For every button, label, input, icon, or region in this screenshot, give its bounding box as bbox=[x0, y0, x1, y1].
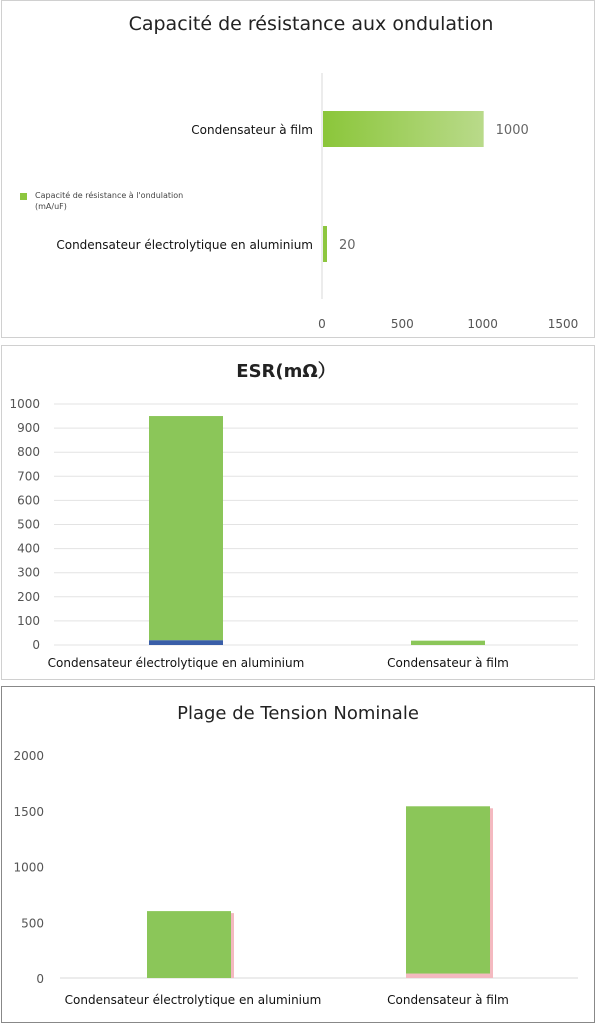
x-tick-label: 0 bbox=[318, 317, 326, 331]
y-tick-label: 600 bbox=[17, 493, 40, 508]
bar-segment bbox=[149, 416, 223, 640]
esr-chart bbox=[2, 346, 596, 681]
x-tick-label: 500 bbox=[390, 317, 414, 331]
bar bbox=[323, 111, 484, 147]
legend-swatch bbox=[20, 193, 27, 200]
bar-segment bbox=[149, 640, 223, 645]
y-tick-label: 1000 bbox=[9, 397, 40, 411]
y-tick-label: 2000 bbox=[13, 749, 44, 763]
y-tick-label: 700 bbox=[17, 469, 40, 484]
bar-segment bbox=[411, 641, 485, 645]
y-tick-label: 1500 bbox=[13, 804, 44, 819]
y-tick-label: 800 bbox=[17, 445, 40, 460]
legend-label-line2: (mA/uF) bbox=[35, 202, 67, 211]
data-label: 1000 bbox=[495, 123, 529, 138]
ripple-chart-panel bbox=[1, 0, 595, 338]
y-tick-label: 200 bbox=[17, 589, 40, 604]
y-tick-label: 500 bbox=[21, 916, 44, 931]
y-tick-label: 1000 bbox=[13, 860, 44, 875]
category-label: Condensateur électrolytique en aluminium bbox=[64, 993, 322, 1007]
data-label: 20 bbox=[339, 238, 356, 253]
chart-title: Plage de Tension Nominale bbox=[177, 703, 419, 724]
voltage-chart-panel bbox=[1, 686, 595, 1023]
y-tick-label: 300 bbox=[17, 565, 40, 580]
category-label: Condensateur à film bbox=[387, 993, 509, 1007]
y-tick-label: 100 bbox=[17, 613, 40, 628]
x-tick-label: 1500 bbox=[547, 317, 579, 331]
category-label: Condensateur à film bbox=[387, 656, 509, 670]
esr-chart-panel bbox=[1, 345, 595, 680]
category-label: Condensateur à film bbox=[191, 123, 313, 137]
chart-title: ESR(mΩ） bbox=[236, 361, 336, 382]
y-tick-label: 400 bbox=[17, 541, 40, 556]
y-tick-label: 0 bbox=[32, 638, 40, 652]
x-tick-label: 1000 bbox=[467, 317, 498, 331]
bar-shadow bbox=[490, 808, 493, 978]
y-tick-label: 500 bbox=[17, 517, 40, 532]
legend-label-line1: Capacité de résistance à l'ondulation bbox=[35, 191, 184, 200]
category-label: Condensateur électrolytique en aluminium bbox=[47, 656, 305, 670]
bar-segment bbox=[147, 911, 231, 978]
voltage-chart bbox=[2, 687, 596, 1024]
ripple-chart bbox=[2, 1, 596, 339]
category-label: Condensateur électrolytique en aluminium bbox=[56, 238, 313, 252]
bar-shadow bbox=[231, 913, 234, 978]
y-tick-label: 0 bbox=[36, 972, 44, 986]
bar-segment bbox=[406, 974, 490, 978]
bar-segment bbox=[406, 806, 490, 973]
chart-title: Capacité de résistance aux ondulation bbox=[128, 13, 494, 35]
y-tick-label: 900 bbox=[17, 421, 40, 436]
bar bbox=[323, 226, 327, 262]
